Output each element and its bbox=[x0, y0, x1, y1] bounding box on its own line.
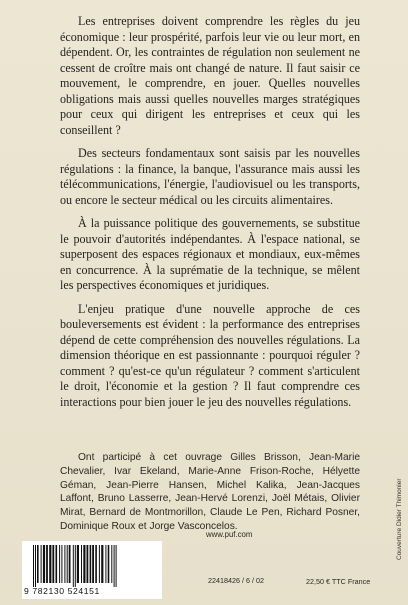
barcode-bar bbox=[105, 545, 106, 583]
blurb-paragraph-1: Les entreprises doivent comprendre les règles du jeu économique : leur prospérité, parfois leur vie ou leur mort, en dépendent. Or, les contraintes de régulation non seulement ne cessent de croître mais ont changé de nature. Il faut saisir ce mouvement, le comprendre, en jouer. Quelles nouvelles obligations mais aussi quelles nouvelles marges stratégiques pour ceux qui dirigent les entreprises et ceux qui les conseillent ? bbox=[60, 14, 360, 137]
blurb-paragraph-4: L'enjeu pratique d'une nouvelle approche de ces bouleversements est évident : la performance des entreprises dépend de cette compréhension des nouvelles régulations. La dimension théorique en est passionnante : pourquoi réguler ? comment ? qu'est-ce qu'un régulateur ? comment s'articulent le droit, l'économie et la gestion ? Il faut comprendre ces interactions pour bien jouer le jeu des nouvelles régulations. bbox=[60, 301, 360, 409]
blurb-paragraph-2: Des secteurs fondamentaux sont saisis par les nouvelles régulations : la finance, la banque, l'assurance mais aussi les télécommunications, l'énergie, l'audiovisuel ou les transports, ou encore le secteur médical ou les circuits alimentaires. bbox=[60, 146, 360, 207]
contributors-text: Ont participé à cet ouvrage Gilles Brisson, Jean-Marie Chevalier, Ivar Ekeland, Marie-Anne Frison-Roche, Hélyette Géman, Jean-Pierre Hansen, Michel Kalika, Jean-Jacques Laffont, Bruno Lasserre, Jean-Hervé Lorenzi, Joël Métais, Olivier Mirat, Bernard de Montmorillon, Claude Le Pen, Richard Posner, Dominique Roux et Jorge Vasconcelos. bbox=[60, 452, 360, 532]
barcode-bar bbox=[59, 545, 60, 583]
barcode-bar bbox=[43, 545, 45, 583]
barcode-bar bbox=[33, 545, 34, 587]
barcode-bar bbox=[83, 545, 85, 583]
barcode-bar bbox=[35, 545, 36, 587]
publisher-website: www.puf.com bbox=[206, 530, 253, 539]
price-label: 22,50 € TTC France bbox=[306, 577, 371, 586]
blurb-paragraph-3: À la puissance politique des gouvernements, se substitue le pouvoir d'autorités indépendantes. À l'espace national, se superposent des espaces régionaux et mondiaux, eux-mêmes en concurrence. À la suprématie de la technique, se mêlent les perspectives économiques et juridiques. bbox=[60, 216, 360, 292]
barcode-bar bbox=[101, 545, 103, 583]
barcode-bar bbox=[77, 545, 79, 583]
barcode-bar bbox=[99, 545, 100, 583]
blurb-text bbox=[60, 14, 360, 418]
barcode-bar bbox=[92, 545, 94, 583]
barcode-bar bbox=[75, 545, 76, 587]
barcode-bar bbox=[52, 545, 54, 583]
barcode-bar bbox=[49, 545, 51, 583]
barcode-bar bbox=[108, 545, 110, 583]
barcode-bar bbox=[61, 545, 62, 583]
barcode-bar bbox=[116, 545, 117, 587]
barcode-bar bbox=[81, 545, 82, 583]
barcode-bar bbox=[114, 545, 115, 587]
isbn-barcode bbox=[22, 541, 162, 599]
cover-credit: Couverture Didier Thimonier bbox=[396, 478, 403, 560]
barcode-bar bbox=[46, 545, 48, 583]
barcode-bar bbox=[67, 545, 68, 583]
barcode-bar bbox=[87, 545, 89, 583]
barcode-bar bbox=[69, 545, 71, 583]
contributors-block bbox=[60, 451, 360, 534]
barcode-bar bbox=[64, 545, 65, 583]
barcode-bar bbox=[95, 545, 97, 583]
barcode-bars bbox=[31, 545, 155, 587]
barcode-bar bbox=[56, 545, 58, 583]
barcode-bar bbox=[41, 545, 42, 583]
barcode-bar bbox=[90, 545, 92, 583]
barcode-bar bbox=[37, 545, 39, 583]
barcode-bar bbox=[73, 545, 74, 587]
barcode-bar bbox=[111, 545, 112, 583]
barcode-digits: 9 782130 524151 bbox=[24, 586, 100, 596]
reference-number: 22418426 / 6 / 02 bbox=[208, 576, 264, 585]
